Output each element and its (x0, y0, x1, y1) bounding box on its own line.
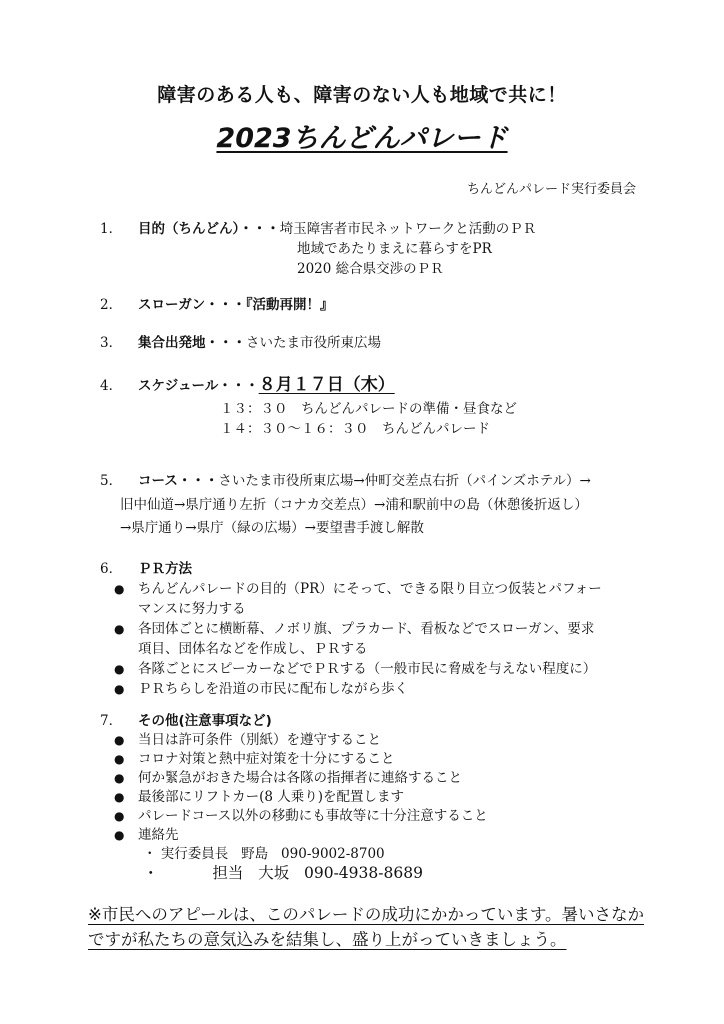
schedule-line-1: １３：３０ ちんどんパレードの準備・昼食など (220, 401, 517, 417)
bullet-icon: ● (114, 733, 125, 747)
schedule-line-2: １４：３０～１６：３０ ちんどんパレード (220, 421, 490, 437)
pr-item (114, 680, 408, 699)
course-line-3: →県庁通り→県庁（緑の広場）→要望書手渡し解散 (120, 520, 424, 536)
pr-item (114, 660, 596, 679)
other-item (114, 769, 462, 788)
other-item-text: 最後部にリフトカー(8 人乗り)を配置します (138, 789, 405, 805)
section-pr (100, 560, 192, 579)
section-label: ＰＲ方法 (138, 561, 192, 577)
bullet-icon: ● (114, 790, 125, 804)
meeting-value: さいたま市役所東広場 (246, 335, 381, 351)
bullet-icon: ● (114, 771, 125, 785)
other-item-text: コロナ対策と熱中症対策を十分にすること (138, 751, 395, 767)
other-item (114, 826, 179, 845)
purpose-line-2: 地域であたりまえに暮らすをPR (297, 241, 492, 257)
section-number: 5． (100, 473, 123, 489)
appeal-text-content: ※市民へのアピールは、このパレードの成功にかかっています。暑いさなかですが私たちの意気込みを結集し、盛り上がっていきましょう。 (88, 905, 645, 949)
bullet-icon: ● (114, 809, 125, 823)
course-line-1: さいたま市役所東広場→仲町交差点右折（パインズホテル）→ (218, 473, 591, 489)
page-title-text: 2023ちんどんパレード (216, 123, 508, 154)
section-label: コース・・・ (138, 473, 219, 489)
other-item (114, 788, 404, 807)
bullet-icon: ● (114, 828, 125, 842)
pr-item-text: 各団体ごとに横断幕、ノボリ旗、プラカード、看板などでスローガン、要求 (138, 621, 595, 637)
section-purpose (100, 220, 536, 239)
contact-row (143, 864, 423, 883)
section-number: 1． (100, 221, 123, 237)
bullet-icon: ● (114, 662, 125, 676)
section-number: 3． (100, 335, 123, 351)
section-slogan (100, 296, 333, 315)
other-item-text: 連絡先 (138, 827, 179, 843)
pr-item-text: ＰＲちらしを沿道の市民に配布しながら歩く (138, 681, 408, 697)
other-item (114, 807, 488, 826)
section-course (100, 472, 591, 491)
section-number: 4． (100, 378, 123, 394)
other-item (114, 750, 395, 769)
contact-role: 担当 (212, 864, 244, 882)
contact-phone: 090-4938-8689 (303, 864, 423, 882)
slogan-value: 『活動再開！』 (245, 297, 334, 313)
schedule-date: ８月１７日（木） (258, 375, 395, 395)
section-number: 7． (100, 713, 123, 729)
section-schedule (100, 376, 395, 396)
section-label: 集合出発地・・・ (138, 335, 246, 351)
other-item-text: パレードコース以外の移動にも事故等に十分注意すること (138, 808, 488, 824)
other-item-text: 当日は許可条件（別紙）を遵守すること (138, 732, 381, 748)
organizer-name: ちんどんパレード実行委員会 (466, 182, 636, 197)
section-label: その他(注意事項など) (138, 713, 272, 729)
contact-marker: ・ (143, 864, 159, 882)
contact-name: 大坂 (258, 864, 290, 882)
bullet-icon: ● (114, 752, 125, 766)
section-number: 2． (100, 297, 123, 313)
header-subtitle: 障害のある人も、障害のない人も地域で共に！ (157, 84, 567, 106)
purpose-line-1: 埼玉障害者市民ネットワークと活動のＰＲ (279, 221, 537, 237)
section-label: スローガン・・・ (138, 297, 246, 313)
pr-item-text: ちんどんパレードの目的（PR）にそって、できる限り目立つ仮装とパフォー (138, 581, 602, 597)
contact-name: 野島 (241, 846, 269, 862)
other-item (114, 731, 381, 750)
bullet-icon: ● (114, 682, 125, 696)
page-title (0, 116, 724, 155)
section-number: 6． (100, 561, 123, 577)
course-line-2: 旧中仙道→県庁通り左折（コナカ交差点）→浦和駅前中の島（休憩後折返し） (120, 497, 588, 513)
bullet-icon: ● (114, 622, 125, 636)
pr-item-continuation: 項目、団体名などを作成し、ＰＲする (138, 641, 368, 657)
appeal-text (88, 902, 648, 952)
pr-item (114, 580, 602, 599)
pr-item-continuation: マンスに努力する (138, 601, 246, 617)
purpose-line-3: 2020 総合県交渉のＰＲ (297, 261, 444, 277)
section-label: 目的（ちんどん）・・・ (138, 221, 280, 237)
contact-row (143, 845, 385, 864)
section-other (100, 712, 272, 731)
pr-item (114, 620, 594, 639)
other-item-text: 何か緊急がおきた場合は各隊の指揮者に連絡すること (138, 770, 462, 786)
pr-item-text: 各隊ごとにスピーカーなどでＰＲする（一般市民に脅威を与えない程度に） (138, 661, 597, 677)
contact-phone: 090-9002-8700 (281, 846, 385, 862)
contact-marker: ・ (143, 846, 157, 862)
section-label: スケジュール・・・ (138, 378, 259, 394)
section-meeting (100, 334, 381, 353)
contact-role: 実行委員長 (160, 846, 229, 862)
bullet-icon: ● (114, 582, 125, 596)
